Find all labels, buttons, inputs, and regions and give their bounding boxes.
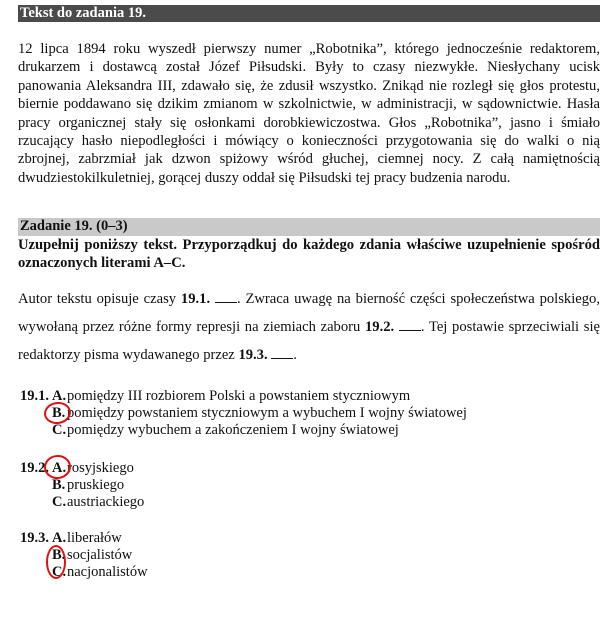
- option-text: pomiędzy powstaniem styczniowym a wybuchem I wojny światowej: [67, 405, 467, 421]
- option-letter: B.: [52, 477, 66, 493]
- option-text: pomiędzy wybuchem a zakończeniem I wojny światowej: [67, 422, 399, 438]
- group-number: 19.1.: [20, 388, 49, 404]
- source-header: Tekst do zadania 19.: [18, 5, 600, 22]
- option-text: austriackiego: [67, 494, 145, 510]
- group-number: 19.3.: [20, 530, 49, 546]
- option-text: pruskiego: [67, 477, 125, 493]
- statement-part: . Zwraca uwagę na bierność części społeczeństwa polskiego, wywołaną przez różne formy represji na ziemiach zaboru: [18, 291, 600, 335]
- option-text: pomiędzy III rozbiorem Polski a powstaniem styczniowym: [67, 388, 411, 404]
- option-letter: A.: [52, 460, 67, 476]
- answer-blank: [399, 318, 421, 331]
- option-letter: C.: [52, 494, 67, 510]
- group-number: 19.2.: [20, 460, 49, 476]
- blank-ref: 19.1.: [180, 291, 211, 307]
- option-letter: A.: [52, 388, 67, 404]
- statement-part: Autor tekstu opisuje czasy: [18, 291, 181, 307]
- blank-ref: 19.3.: [238, 347, 268, 363]
- option-letter: B.: [52, 547, 66, 563]
- option-text: liberałów: [67, 530, 122, 546]
- option-text: rosyjskiego: [67, 460, 134, 476]
- source-text: 12 lipca 1894 roku wyszedł pierwszy numer „Robotnika”, którego jednocześnie redaktorem, drukarzem i dostawcą został Józef Piłsudski. Były to czasy niezwykłe. Niesłychany ucisk panowania Aleksandra III, zdawało się, że zdusił wszystko. Znikąd nie rozległ się głos protestu, biernie poddawano się dzikim zmianom w szkolnictwie, w administracji, w sądownictwie. Hasła pracy organicznej stały się osłonkami dorobkiewiczostwa. Głos „Robotnika”, jasno i śmiało rzucający hasło niepodległości i mówiący o konieczności przygotowania się do walki o nią zbrojnej, zabrzmiał jak dzwon spiżowy wśród głuchej, ciemnej nocy. Z całą namiętnością dwudziestokilkuletniej, gorącej duszy oddał się Piłsudski tej pracy budzenia narodu.: [18, 41, 600, 186]
- task-header: Zadanie 19. (0–3): [18, 218, 600, 236]
- statement-part: . Tej postawie sprzeciwiali się redaktorzy pisma wydawanego przez: [18, 319, 600, 363]
- answer-circle-19-3: [46, 545, 66, 579]
- blank-ref: 19.2.: [365, 319, 395, 335]
- option-text: nacjonalistów: [67, 564, 148, 580]
- option-letter: C.: [52, 422, 67, 438]
- option-letter: B.: [52, 405, 66, 421]
- task-statement: [18, 285, 600, 369]
- option-text: socjalistów: [67, 547, 133, 563]
- option-letter: A.: [52, 530, 67, 546]
- answer-blank: [271, 346, 293, 359]
- option-letter: C.: [52, 564, 67, 580]
- task-instruction: Uzupełnij poniższy tekst. Przyporządkuj do każdego zdania właściwe uzupełnienie spośród oznaczonych literami A–C.: [18, 237, 600, 271]
- statement-part: .: [293, 347, 297, 363]
- answer-blank: [215, 290, 237, 303]
